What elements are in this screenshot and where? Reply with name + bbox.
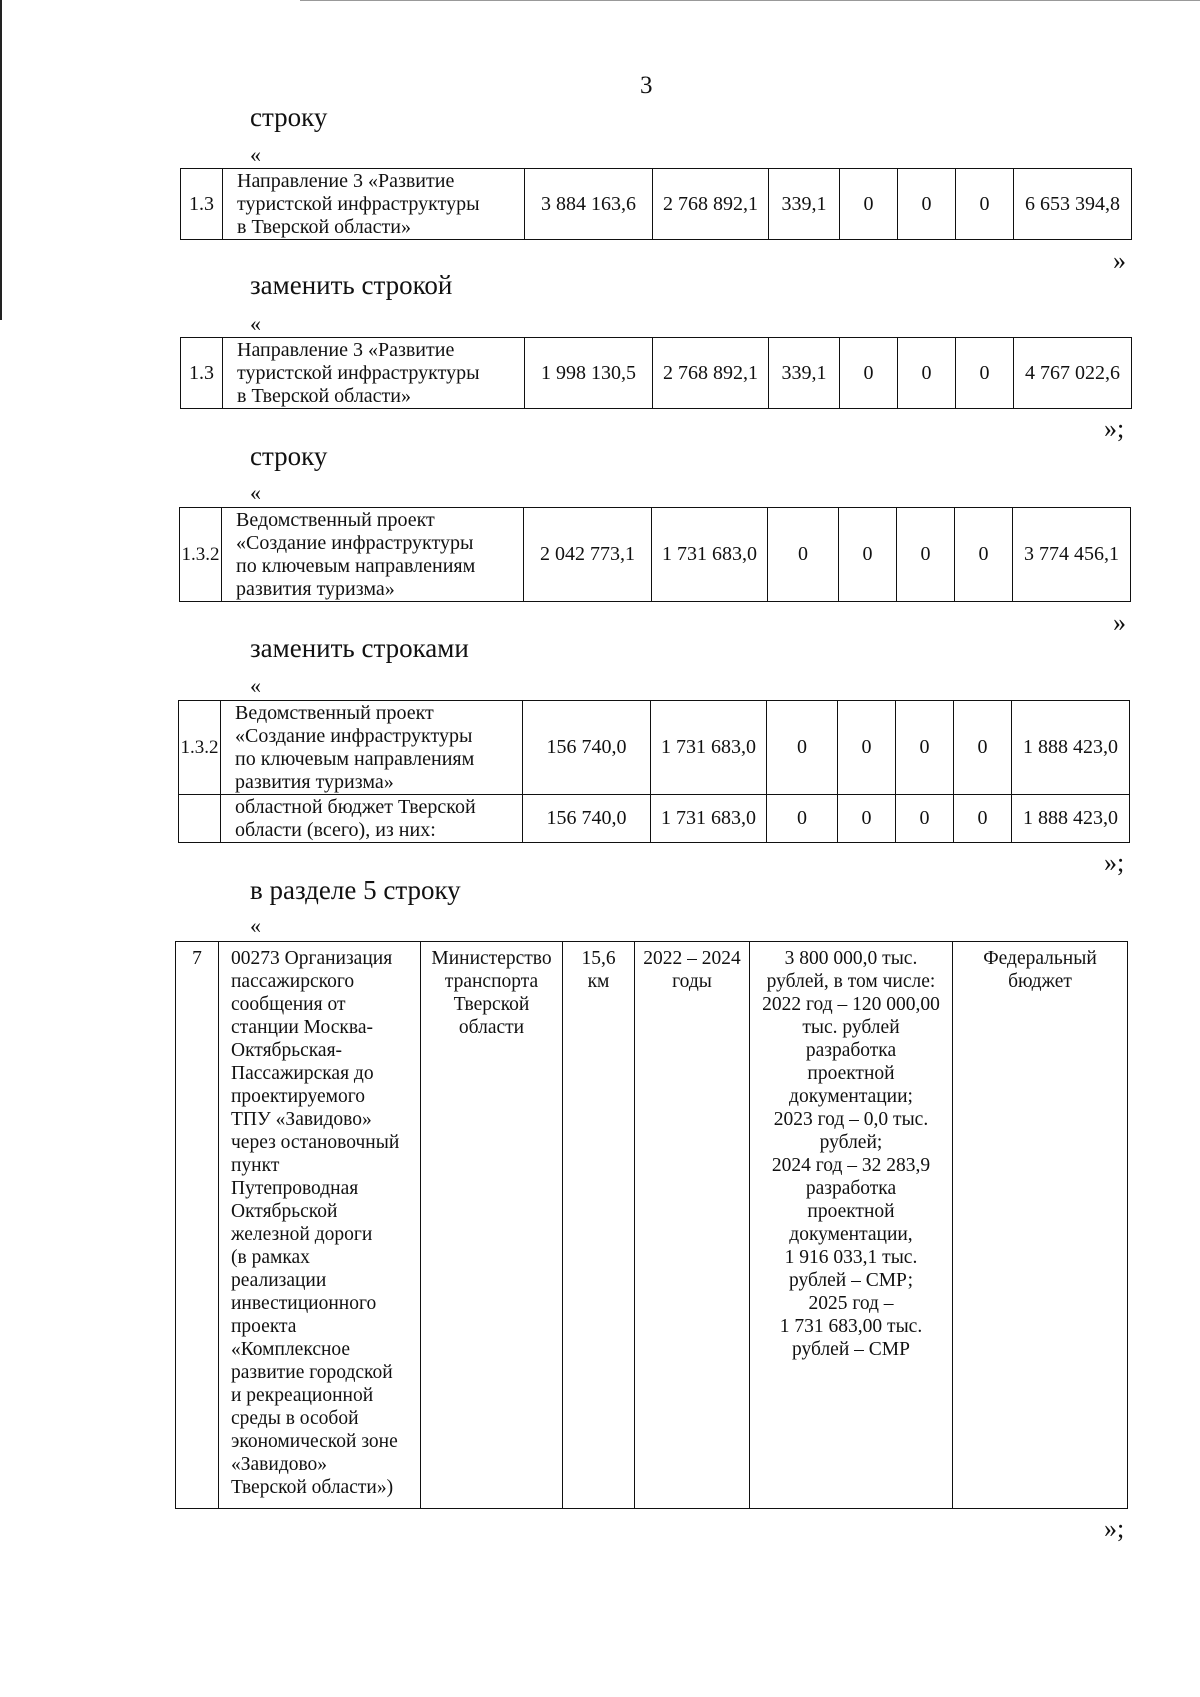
cell-c2: 1 731 683,0 [651,795,767,843]
cell-c4: 0 [839,508,897,602]
cell-c4: 0 [840,338,898,409]
cell-c6: 0 [954,795,1012,843]
cell-c5: 0 [897,508,955,602]
cell-name: Ведомственный проект «Создание инфраструктуры по ключевым направлениям развития туризма» [221,701,523,795]
quote-open-c: « [250,480,261,505]
table-row [179,701,1130,795]
cell-name: Направление 3 «Развитие туристской инфраструктуры в Тверской области» [223,169,525,240]
cell-length: 15,6 км [563,942,635,1509]
quote-open-b: « [250,311,261,336]
cell-c5: 0 [898,338,956,409]
table-row [179,795,1130,843]
heading-stroku-2: строку [250,441,328,471]
cell-total: 4 767 022,6 [1014,338,1132,409]
quote-close-d: »; [1104,848,1125,877]
cell-c4: 0 [838,795,896,843]
table-section-5-row [175,941,1128,1509]
quote-close-c: » [1113,608,1126,637]
cell-total: 6 653 394,8 [1014,169,1132,240]
cell-c3: 0 [767,795,838,843]
table-rows-1-3-2-new [178,700,1130,843]
cell-c1: 156 740,0 [523,701,651,795]
cell-num: 1.3.2 [179,701,221,795]
scan-edge-top [300,0,1200,1]
cell-num [179,795,221,843]
heading-zamenit-strokoy: заменить строкой [250,270,453,300]
cell-c6: 0 [956,169,1014,240]
cell-c1: 1 998 130,5 [525,338,653,409]
cell-num: 7 [176,942,219,1509]
cell-c5: 0 [896,701,954,795]
cell-c6: 0 [954,701,1012,795]
cell-name: Направление 3 «Развитие туристской инфраструктуры в Тверской области» [223,338,525,409]
quote-close-b: »; [1104,414,1125,443]
cell-c3: 339,1 [769,169,840,240]
cell-c5: 0 [898,169,956,240]
cell-total: 1 888 423,0 [1012,795,1130,843]
cell-c2: 1 731 683,0 [652,508,768,602]
cell-total: 1 888 423,0 [1012,701,1130,795]
cell-c1: 2 042 773,1 [524,508,652,602]
cell-c2: 2 768 892,1 [653,169,769,240]
quote-close-a: » [1113,246,1126,275]
cell-num: 1.3.2 [180,508,222,602]
quote-open-d: « [250,673,261,698]
cell-c2: 1 731 683,0 [651,701,767,795]
cell-c6: 0 [956,338,1014,409]
table-row-1-3-old [180,168,1132,240]
heading-zamenit-strokami: заменить строками [250,633,469,663]
table-row [181,169,1132,240]
heading-stroku-1: строку [250,102,328,132]
quote-close-e: »; [1104,1514,1125,1543]
heading-razdel-5: в разделе 5 строку [250,875,461,905]
quote-open-a: « [250,142,261,167]
cell-ministry: Министерство транспорта Тверской области [421,942,563,1509]
cell-c3: 0 [768,508,839,602]
cell-num: 1.3 [181,338,223,409]
cell-budget: Федеральный бюджет [953,942,1128,1509]
table-row [176,942,1128,1509]
cell-c4: 0 [838,701,896,795]
table-row-1-3-new [180,337,1132,409]
cell-name: областной бюджет Тверской области (всего), из них: [221,795,523,843]
cell-c1: 3 884 163,6 [525,169,653,240]
cell-c2: 2 768 892,1 [653,338,769,409]
cell-c6: 0 [955,508,1013,602]
cell-c3: 0 [767,701,838,795]
scan-edge-left [0,0,2,320]
page-number: 3 [640,72,653,99]
cell-total: 3 774 456,1 [1013,508,1131,602]
cell-name: 00273 Организация пассажирского сообщения от станции Москва- Октябрьская- Пассажирская до проектируемого ТПУ «Завидово» через остановочный пункт Путепроводная Октябрьской железной дороги (в рамках реализации инвестиционного проекта «Комплексное развитие городской и рекреационной среды в особой экономической зоне «Завидово» Тверской области») [219,942,421,1509]
cell-funding: 3 800 000,0 тыс. рублей, в том числе: 2022 год – 120 000,00 тыс. рублей разработка проектной документации; 2023 год – 0,0 тыс. рублей; 2024 год – 32 283,9 разработка проектной документации, 1 916 033,1 тыс. рублей – СМР; 2025 год – 1 731 683,00 тыс. рублей – СМР [750,942,953,1509]
cell-num: 1.3 [181,169,223,240]
cell-c1: 156 740,0 [523,795,651,843]
cell-c4: 0 [840,169,898,240]
table-row [180,508,1131,602]
quote-open-e: « [250,913,261,938]
cell-c5: 0 [896,795,954,843]
cell-years: 2022 – 2024 годы [635,942,750,1509]
table-row [181,338,1132,409]
cell-name: Ведомственный проект «Создание инфраструктуры по ключевым направлениям развития туризма» [222,508,524,602]
cell-c3: 339,1 [769,338,840,409]
table-row-1-3-2-old [179,507,1131,602]
